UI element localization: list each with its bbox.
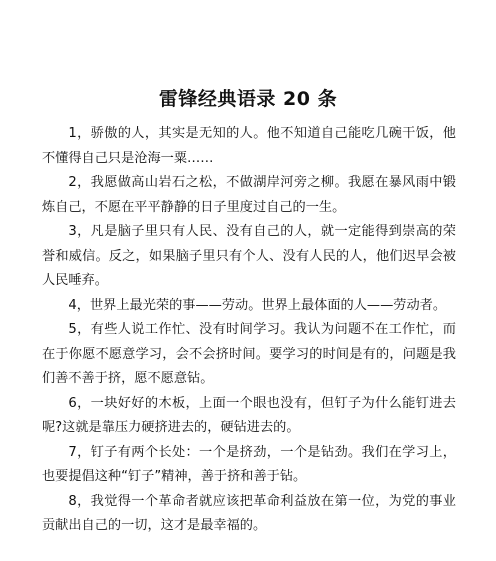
quote-paragraph-6: 6，一块好好的木板，上面一个眼也没有，但钉子为什么能钉进去呢?这就是靠压力硬挤进去的，硬钻进去的。 <box>42 395 456 435</box>
document-body <box>42 122 456 539</box>
quote-paragraph-3: 3，凡是脑子里只有人民、没有自己的人，就一定能得到崇高的荣誉和威信。反之，如果脑子里只有个人、没有人民的人，他们迟早会被人民唾弃。 <box>42 224 456 288</box>
quote-paragraph-4: 4，世界上最光荣的事——劳动。世界上最体面的人——劳动者。 <box>68 297 447 313</box>
quote-paragraph-1: 1，骄傲的人，其实是无知的人。他不知道自己能吃几碗干饭，他不懂得自己只是沧海一粟…… <box>42 126 456 166</box>
quote-paragraph-8: 8，我觉得一个革命者就应该把革命利益放在第一位，为党的事业贡献出自己的一切，这才是最幸福的。 <box>42 493 456 533</box>
quote-paragraph-5: 5，有些人说工作忙、没有时间学习。我认为问题不在工作忙，而在于你愿不愿意学习，会不会挤时间。要学习的时间是有的，问题是我们善不善于挤，愿不愿意钻。 <box>42 322 456 386</box>
quote-paragraph-7: 7，钉子有两个长处：一个是挤劲，一个是钻劲。我们在学习上，也要提倡这种“钉子”精神，善于挤和善于钻。 <box>42 444 456 484</box>
quote-paragraph-2: 2，我愿做高山岩石之松，不做湖岸河旁之柳。我愿在暴风雨中锻炼自己，不愿在平平静静的日子里度过自己的一生。 <box>42 175 456 215</box>
document-title: 雷锋经典语录 20 条 <box>158 88 338 110</box>
